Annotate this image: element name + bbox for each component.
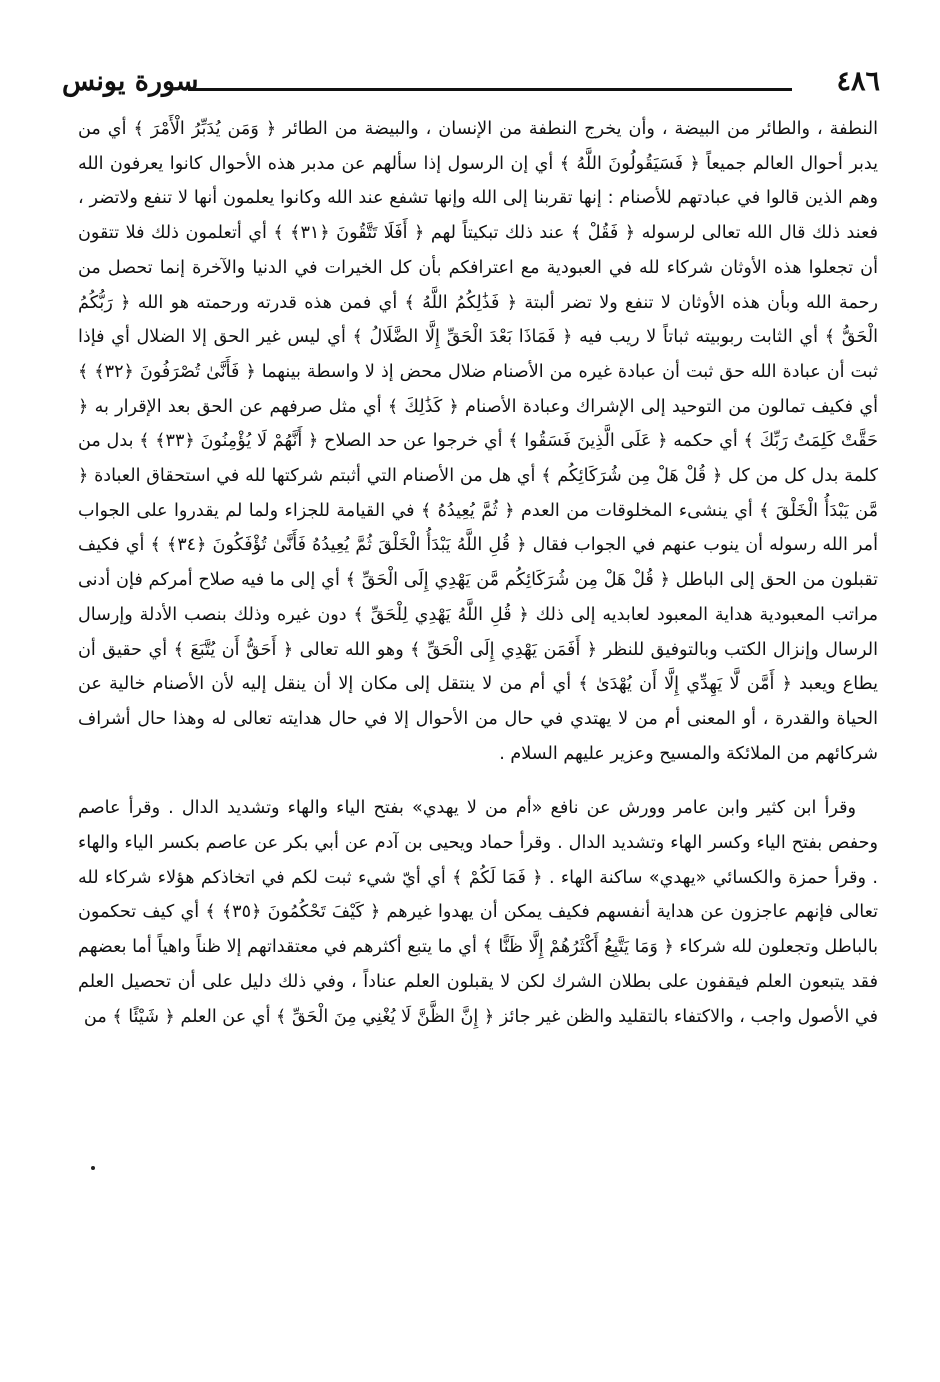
commentary-paragraph: النطفة ، والطائر من البيضة ، وأن يخرج النطفة من الإنسان ، والبيضة من الطائر ﴿ وَمَن يُدَبِّرُ الْأَمْرَ ﴾ أي من يدبر أحوال العالم جميعاً ﴿ فَسَيَقُولُونَ اللَّهُ ﴾ أي إن الرسول إذا سألهم عن مدبر هذه الأحوال كانوا يعرفون الله وهم الذين قالوا في عبادتهم للأصنام : إنها تقربنا إلى الله وإنها تشفع عند الله وكانوا يعلمون أنها لا تنفع ولاتضر ، فعند ذلك قال الله تعالى لرسوله ﴿ فَقُلْ ﴾ عند ذلك تبكيتاً لهم ﴿ أَفَلَا تَتَّقُونَ ﴿٣١﴾ ﴾ أي أتعلمون ذلك فلا تتقون أن تجعلوا هذه الأوثان شركاء لله في العبودية مع اعترافكم بأن كل الخيرات في الدنيا والآخرة إنما تحصل من رحمة الله وبأن هذه الأوثان لا تنفع ولا تضر ألبتة ﴿ فَذَٰلِكُمُ اللَّهُ ﴾ أي فمن هذه قدرته ورحمته هو الله ﴿ رَبُّكُمُ الْحَقُّ ﴾ أي الثابت ربوبيته ثباتاً لا ريب فيه ﴿ فَمَاذَا بَعْدَ الْحَقِّ إِلَّا الضَّلَالُ ﴾ أي ليس غير الحق إلا الضلال أي فإذا ثبت أن عبادة الله حق ثبت أن عبادة غيره من الأصنام ضلال محض إذ لا واسطة بينهما ﴿ فَأَنَّىٰ تُصْرَفُونَ ﴿٣٢﴾ ﴾ أي فكيف تمالون من التوحيد إلى الإشراك وعبادة الأصنام ﴿ كَذَٰلِكَ ﴾ أي مثل صرفهم عن الحق بعد الإقرار به ﴿ حَقَّتْ كَلِمَتُ رَبِّكَ ﴾ أي حكمه ﴿ عَلَى الَّذِينَ فَسَقُوا ﴾ أي خرجوا عن حد الصلاح ﴿ أَنَّهُمْ لَا يُؤْمِنُونَ ﴿٣٣﴾ ﴾ بدل من كلمة بدل كل من كل ﴿ قُلْ هَلْ مِن شُرَكَائِكُم ﴾ أي هل من الأصنام التي أثبتم شركتها لله في استحقاق العبادة ﴿ مَّن يَبْدَأُ الْخَلْقَ ﴾ أي ينشىء المخلوقات من العدم ﴿ ثُمَّ يُعِيدُهُ ﴾ في القيامة للجزاء ولما لم يقدروا على الجواب أمر الله رسوله أن ينوب عنهم في الجواب فقال ﴿ قُلِ اللَّهُ يَبْدَأُ الْخَلْقَ ثُمَّ يُعِيدُهُ فَأَنَّىٰ تُؤْفَكُونَ ﴿٣٤﴾ ﴾ أي فكيف تقبلون من الحق إلى الباطل ﴿ قُلْ هَلْ مِن شُرَكَائِكُم مَّن يَهْدِي إِلَى الْحَقِّ ﴾ أي إلى ما فيه صلاح أمركم فإن أدنى مراتب المعبودية هداية المعبود لعابديه إلى ذلك ﴿ قُلِ اللَّهُ يَهْدِي لِلْحَقِّ ﴾ دون غيره وذلك بنصب الأدلة وإرسال الرسال وإنزال الكتب وبالتوفيق للنظر ﴿ أَفَمَن يَهْدِي إِلَى الْحَقِّ ﴾ وهو الله تعالى ﴿ أَحَقُّ أَن يُتَّبَعَ ﴾ أي حقيق أن يطاع ويعبد ﴿ أَمَّن لَّا يَهِدِّي إِلَّا أَن يُهْدَىٰ ﴾ أي أم من لا ينتقل إلى مكان إلا أن ينقل إليه لأن الأصنام خالية عن الحياة والقدرة ، أو المعنى أم من لا يهتدي في حال من الأحوال إلا في حال هدايته تعالى له وهذا حال أشراف شركائهم من الملائكة والمسيح وعزير عليهم السلام . <box>78 119 878 764</box>
stray-mark <box>91 1166 95 1170</box>
surah-name: سورة يونس <box>62 66 199 97</box>
commentary-text <box>78 112 878 1034</box>
readings-paragraph: وقرأ ابن كثير وابن عامر وورش عن نافع «أم من لا يهدي» بفتح الياء والهاء وتشديد الدال . وقرأ عاصم وحفص بفتح الياء وكسر الهاء وتشديد الدال . وقرأ حماد ويحيى بن آدم عن أبي بكر عن عاصم بكسر الياء والهاء . وقرأ حمزة والكسائي «يهدي» ساكنة الهاء . ﴿ فَمَا لَكُمْ ﴾ أي أيّ شيء ثبت لكم في اتخاذكم هؤلاء شركاء لله تعالى فإنهم عاجزون عن هداية أنفسهم فكيف يمكن أن يهدوا غيرهم ﴿ كَيْفَ تَحْكُمُونَ ﴿٣٥﴾ ﴾ أي كيف تحكمون بالباطل وتجعلون لله شركاء ﴿ وَمَا يَتَّبِعُ أَكْثَرُهُمْ إِلَّا ظَنًّا ﴾ أي ما يتبع أكثرهم في معتقداتهم إلا ظناً واهياً أما بعضهم فقد يتبعون العلم فيقفون على بطلان الشرك لكن لا يقبلون العلم عناداً ، وفي ذلك دليل على أن تحصيل العلم في الأصول واجب ، والاكتفاء بالتقليد والظن غير جائز ﴿ إِنَّ الظَّنَّ لَا يُغْنِي مِنَ الْحَقِّ ﴾ أي عن العلم ﴿ شَيْئًا ﴾ من <box>78 798 879 1027</box>
header-rule <box>188 88 792 91</box>
page-number: ٤٨٦ <box>836 66 880 97</box>
page-header <box>62 52 880 118</box>
